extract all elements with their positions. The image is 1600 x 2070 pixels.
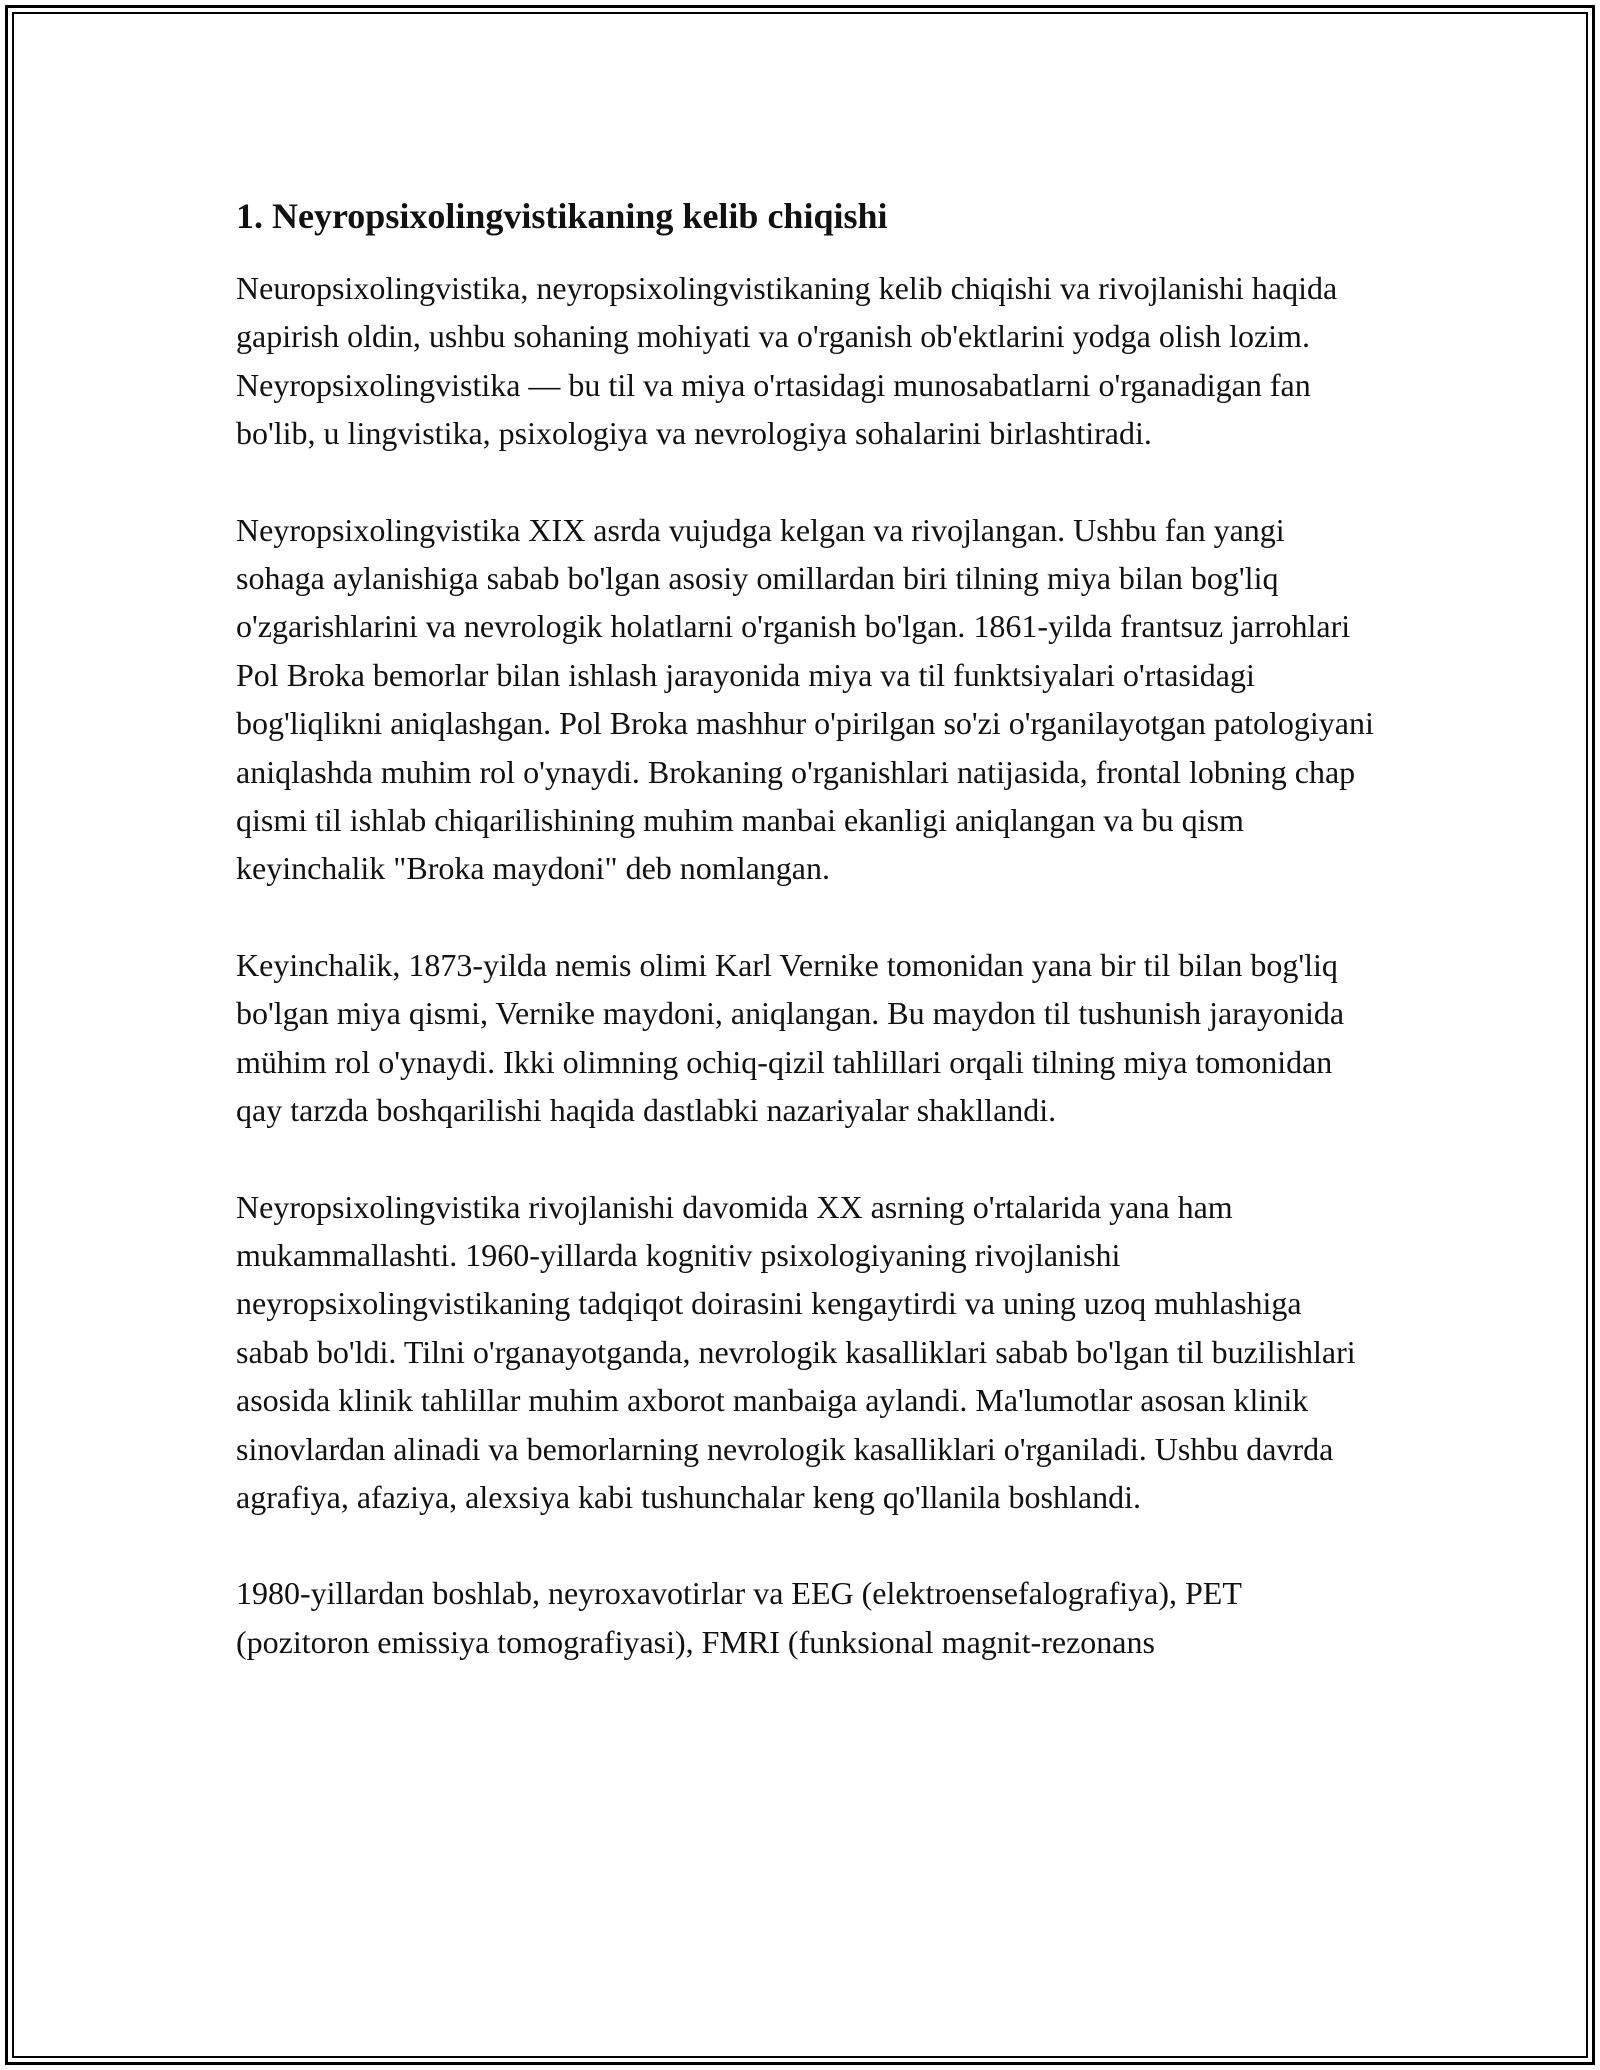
paragraph-2: Neyropsixolingvistika XIX asrda vujudga kelgan va rivojlangan. Ushbu fan yangi sohaga aylanishiga sabab bo'lgan asosiy omillardan biri tilning miya bilan bog'liq o'zgarishlarini va nevrologik holatlarni o'rganish bo'lgan. 1861-yilda frantsuz jarrohlari Pol Broka bemorlar bilan ishlash jarayonida miya va til funktsiyalari o'rtasidagi bog'liqlikni aniqlashgan. Pol Broka mashhur o'pirilgan so'zi o'rganilayotgan patologiyani aniqlashda muhim rol o'ynaydi. Brokaning o'rganishlari natijasida, frontal lobning chap qismi til ishlab chiqarilishining muhim manbai ekanligi aniqlangan va bu qism keyinchalik "Broka maydoni" deb nomlangan. xyxy=(236,511,1374,887)
paragraph-1: Neuropsixolingvistika, neyropsixolingvistikaning kelib chiqishi va rivojlanishi haqida gapirish oldin, ushbu sohaning mohiyati va o'rganish ob'ektlarini yodga olish lozim. Neyropsixolingvistika — bu til va miya o'rtasidagi munosabatlarni o'rganadigan fan bo'lib, u lingvistika, psixologiya va nevrologiya sohalarini birlashtiradi. xyxy=(236,270,1338,452)
paragraph-4: Neyropsixolingvistika rivojlanishi davomida XX asrning o'rtalarida yana ham mukammallashti. 1960-yillarda kognitiv psixologiyaning rivojlanishi neyropsixolingvistikaning tadqiqot doirasini kengaytirdi va uning uzoq muhlashiga sabab bo'ldi. Tilni o'rganayotganda, nevrologik kasalliklari sabab bo'lgan til buzilishlari asosida klinik tahlillar muhim axborot manbaiga aylandi. Ma'lumotlar asosan klinik sinovlardan alinadi va bemorlarning nevrologik kasalliklari o'rganiladi. Ushbu davrda agrafiya, afaziya, alexsiya kabi tushunchalar keng qo'llanila boshlandi. xyxy=(236,1188,1356,1515)
paragraph-5: 1980-yillardan boshlab, neyroxavotirlar va EEG (elektroensefalografiya), PET (pozitoron emissiya tomografiyasi), FMRI (funksional magnit-rezonans xyxy=(236,1575,1242,1660)
paragraph-3: Keyinchalik, 1873-yilda nemis olimi Karl Vernike tomonidan yana bir til bilan bog'liq bo'lgan miya qismi, Vernike maydoni, aniqlangan. Bu maydon til tushunish jarayonida mühim rol o'ynaydi. Ikki olimning ochiq-qizil tahlillari orqali tilning miya tomonidan qay tarzda boshqarilishi haqida dastlabki nazariyalar shakllandi. xyxy=(236,946,1345,1129)
document-body xyxy=(236,192,1376,1714)
section-heading: 1. Neyropsixolingvistikaning kelib chiqishi xyxy=(236,196,888,236)
